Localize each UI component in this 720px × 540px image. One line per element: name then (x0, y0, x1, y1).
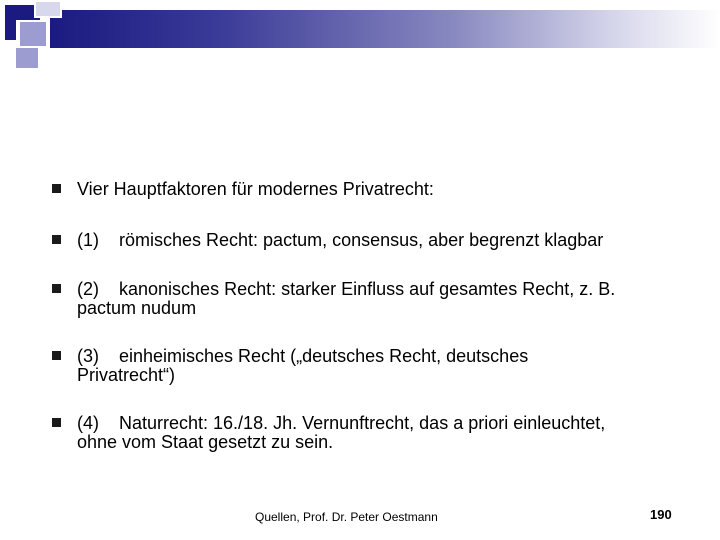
bullet-text: (1) römisches Recht: pactum, consensus, aber begrenzt klagbar (77, 230, 604, 250)
header-gradient-bar (50, 10, 720, 48)
bullet-text: Vier Hauptfaktoren für modernes Privatrecht: (77, 179, 434, 199)
decor-square (36, 2, 60, 16)
bullet-text: (3) einheimisches Recht („deutsches Recht, deutsches (77, 346, 529, 366)
bullet-marker-icon (52, 184, 61, 193)
bullet-text: (4) Naturrecht: 16./18. Jh. Vernunftrecht, das a priori einleuchtet, (77, 413, 606, 433)
bullet-marker-icon (52, 235, 61, 244)
bullet-marker-icon (52, 418, 61, 427)
bullet-text: ohne vom Staat gesetzt zu sein. (77, 432, 334, 452)
decor-square (20, 22, 46, 46)
decor-square (16, 48, 38, 68)
footer-source: Quellen, Prof. Dr. Peter Oestmann (255, 510, 438, 524)
bullet-marker-icon (52, 284, 61, 293)
bullet-text: pactum nudum (77, 298, 197, 318)
bullet-text: Privatrecht“) (77, 365, 176, 385)
bullet-text: (2) kanonisches Recht: starker Einfluss auf gesamtes Recht, z. B. (77, 279, 616, 299)
page-number: 190 (650, 507, 672, 522)
bullet-marker-icon (52, 351, 61, 360)
